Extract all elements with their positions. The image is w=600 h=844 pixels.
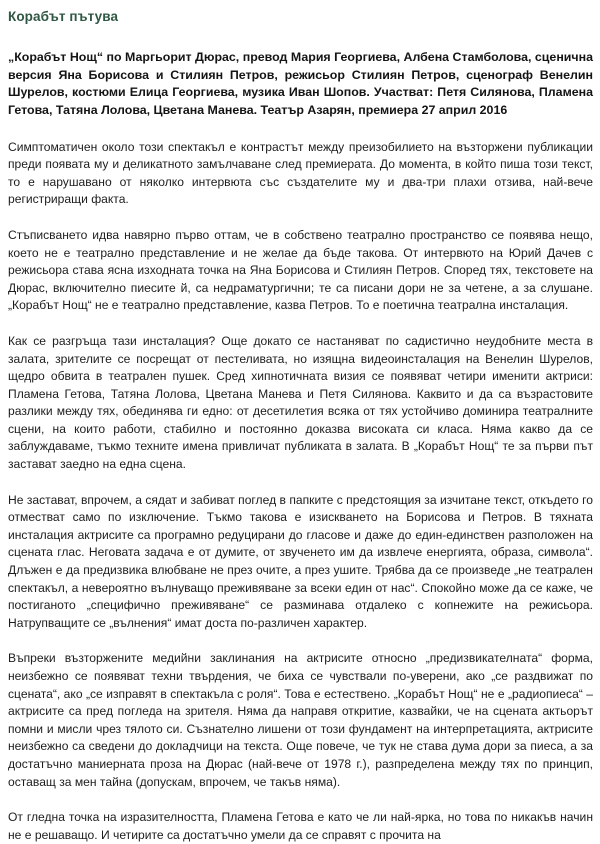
- article-paragraph: Въпреки възторжените медийни заклинания на актрисите относно „предизвикателната“ форма, неизбежно се появяват техни твърдения, че биха се чувствали по-уверени, ако „се раздвижат по сцената“, ако „се изправят в спектакъла с роля“. Това е естествено. „Корабът Нощ“ не е „радиопиеса“ – актрисите са пред погледа на зрителя. Няма да направя откритие, казвайки, че на сцената актьорът помни и мисли чрез тялото си. Съзнателно лишени от този фундамент на интерпретацията, актрисите неизбежно са сведени до докладчици на текста. Още повече, че тук не става дума дори за пиеса, а за достатъчно маниерната проза на Дюрас (най-вече от 1978 г.), разпределена между тях по принцип, оставащ за мен тайна (допускам, впрочем, че такъв няма).: [8, 651, 593, 789]
- article-paragraph: Симптоматичен около този спектакъл е контрастът между преизобилието на възторжени публикации преди появата му и деликатното замълчаване след премиерата. До момента, в който пиша този текст, то е нарушавано от няколко интервюта със създателите му и два-три плахи отзива, най-вече регистриращи факта.: [8, 139, 593, 207]
- page-title: Корабът пътува: [8, 9, 119, 24]
- article-paragraph: Как се разгръща тази инсталация? Още докато се настаняват по садистично неудобните места в залата, зрителите се посрещат от пестеливата, но изящна видеоинсталация на Венелин Шурелов, щедро обвита в театрален пушек. Сред хипнотичната визия се появяват четири именити актриси: Пламена Гетова, Татяна Лолова, Цветана Манева и Петя Силянова. Каквито и да са възрастовите разлики между тях, обединява ги едно: от десетилетия всяка от тях устойчиво доминира театралните сцени, на които работи, стабилно и постоянно доказва високата си класа. Няма какво да се заблуждаваме, тъкмо техните имена привличат публиката в залата. В „Корабът Нощ“ те за първи път застават заедно на една сцена.: [8, 333, 593, 472]
- article-paragraph: Не застават, впрочем, а сядат и забиват поглед в папките с предстоящия за изчитане текст, откъдето го отместват само по изключение. Тъкмо такова е изискването на Борисова и Петров. В тяхната инсталация актрисите са програмно редуцирани до гласове и даже до един-единствен разположен на сцената глас. Неговата задача е от думите, от звученето им да извлече енергията, образа, символа“. Длъжен е да предизвика влюбване не през очите, а през ушите. Трябва да се произведе „не театрален спектакъл, а невероятно вълнуващо преживяване за всеки един от нас“. Спокойно може да се каже, че постиганото „специфично преживяване“ се разминава отдалеко с копнежите на режисьора. Натрупващите се „вълнения“ имат доста по-различен характер.: [8, 492, 593, 630]
- production-credits: „Корабът Нощ“ по Маргьорит Дюрас, превод Мария Георгиева, Албена Стамболова, сценична версия Яна Борисова и Стилиян Петров, режисьор Стилиян Петров, сценограф Венелин Шурелов, костюми Елица Георгиева, музика Иван Шопов. Участват: Петя Силянова, Пламена Гетова, Татяна Лолова, Цветана Манева. Театър Азарян, премиера 27 април 2016: [8, 50, 593, 117]
- article-paragraph: Стъписването идва навярно първо оттам, че в собствено театрално пространство се появява нещо, което не е театрално представление и не желае да бъде такова. От интервюто на Юрий Дачев с режисьора става ясна изходната точка на Яна Борисова и Стилиян Петров. Според тях, текстовете на Дюрас, включително пиесите й, са недраматургични; те са писани дори не за четене, а за слушане. „Корабът Нощ“ не е театрално представление, казва Петров. То е поетична театрална инсталация.: [8, 227, 593, 313]
- article-paragraph: От гледна точка на изразителността, Пламена Гетова е като че ли най-ярка, но това по никакъв начин не е решаващо. И четирите са достатъчно умели да се справят с прочита на: [8, 810, 593, 842]
